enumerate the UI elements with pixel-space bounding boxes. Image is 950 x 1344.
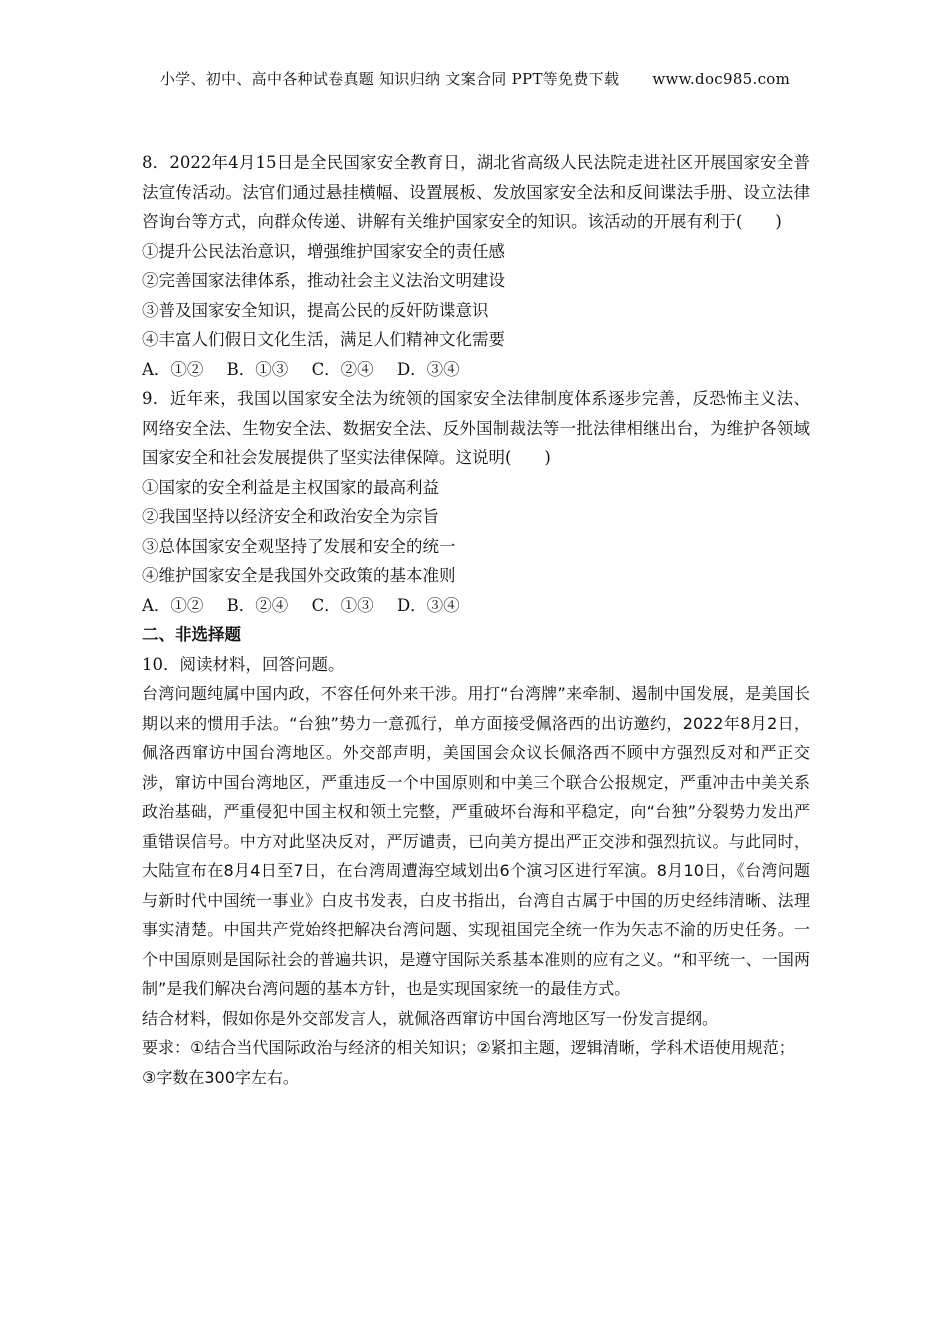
q9-item-2: ②我国坚持以经济安全和政治安全为宗旨 [142,507,439,526]
q10-requirement-2: ③字数在300字左右。 [142,1067,299,1087]
q9-option-d: D．③④ [396,595,460,615]
question-8 [142,148,810,384]
q10-material: 台湾问题纯属中国内政，不容任何外来干涉。用打“台湾牌”来牵制、遏制中国发展，是美国长期以来的惯用手法。“台独”势力一意孤行，单方面接受佩洛西的出访邀约，2022年8月2日，佩洛西窜访中国台湾地区。外交部声明，美国国会众议长佩洛西不顾中方强烈反对和严正交涉，窜访中国台湾地区，严重违反一个中国原则和中美三个联合公报规定，严重冲击中美关系政治基础，严重侵犯中国主权和领土完整，严重破坏台海和平稳定，向“台独”分裂势力发出严重错误信号。中方对此坚决反对，严厉谴责，已向美方提出严正交涉和强烈抗议。与此同时，大陆宣布在8月4日至7日，在台湾周遭海空域划出6个演习区进行军演。8月10日，《台湾问题与新时代中国统一事业》白皮书发表，白皮书指出，台湾自古属于中国的历史经纬清晰、法理事实清楚。中国共产党始终把解决台湾问题、实现祖国完全统一作为矢志不渝的历史任务。一个中国原则是国际社会的普遍共识，是遵守国际关系基本准则的应有之义。“和平统一、一国两制”是我们解决台湾问题的基本方针，也是实现国家统一的最佳方式。 [142,684,810,998]
q8-item-1: ①提升公民法治意识，增强维护国家安全的责任感 [142,241,505,261]
q10-stem: 10．阅读材料，回答问题。 [142,654,345,674]
q9-option-b: B．②④ [226,595,289,615]
page-content [142,148,810,1092]
q10-requirement-1: 要求：①结合当代国际政治与经济的相关知识；②紧扣主题，逻辑清晰，学科术语使用规范； [142,1038,795,1057]
q8-option-a: A．①② [142,359,204,379]
q8-option-d: D．③④ [396,359,460,379]
q8-item-2: ②完善国家法律体系，推动社会主义法治文明建设 [142,271,505,290]
header-text: 小学、初中、高中各种试卷真题 知识归纳 文案合同 PPT等免费下载 [159,70,620,88]
q9-option-a: A．①② [142,595,204,615]
question-9 [142,384,810,620]
q9-item-3: ③总体国家安全观坚持了发展和安全的统一 [142,536,456,556]
q8-item-3: ③普及国家安全知识，提高公民的反奸防谍意识 [142,300,489,320]
q10-task: 结合材料，假如你是外交部发言人，就佩洛西窜访中国台湾地区写一份发言提纲。 [142,1008,719,1028]
q8-item-4: ④丰富人们假日文化生活，满足人们精神文化需要 [142,330,505,349]
q8-option-c: C．②④ [311,359,374,379]
q8-stem: 8．2022年4月15日是全民国家安全教育日，湖北省高级人民法院走进社区开展国家安全普法宣传活动。法官们通过悬挂横幅、设置展板、发放国家安全法和反间谍法手册、设立法律咨询台等方式，向群众传递、讲解有关维护国家安全的知识。该活动的开展有利于( ) [142,153,810,231]
page-header [0,68,950,89]
q9-stem: 9．近年来，我国以国家安全法为统领的国家安全法律制度体系逐步完善，反恐怖主义法、网络安全法、生物安全法、数据安全法、反外国制裁法等一批法律相继出台，为维护各领域国家安全和社会发展提供了坚实法律保障。这说明( ) [142,389,810,467]
question-10 [142,650,810,1093]
q9-options [142,591,810,621]
q9-item-4: ④维护国家安全是我国外交政策的基本准则 [142,566,456,585]
section-title: 二、非选择题 [142,625,241,644]
q9-item-1: ①国家的安全利益是主权国家的最高利益 [142,477,439,497]
q9-option-c: C．①③ [311,595,374,615]
header-site: www.doc985.com [652,70,791,88]
q8-option-b: B．①③ [226,359,289,379]
q8-options [142,355,810,385]
